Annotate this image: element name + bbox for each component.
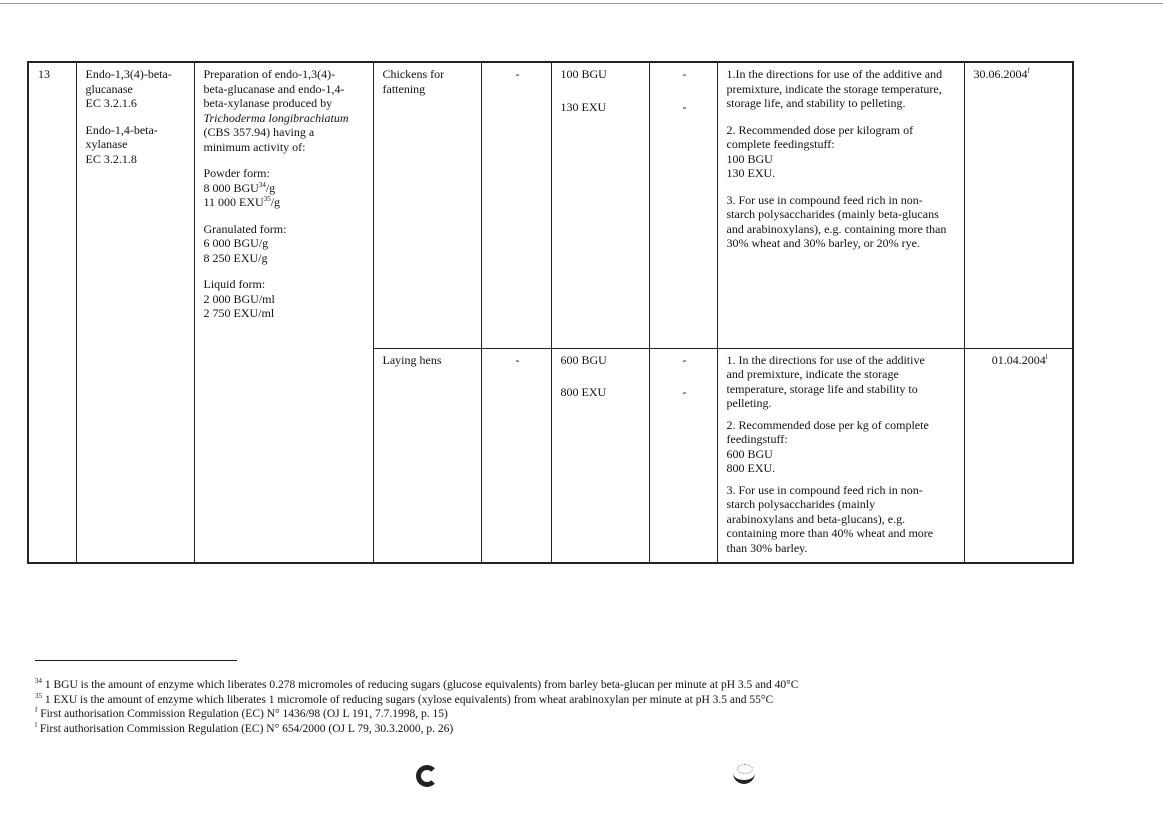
additive-name-cell <box>76 62 194 563</box>
powder-label: Powder form: <box>203 166 270 180</box>
end-date-cell: 30.06.2004$^f$ <box>964 62 1073 348</box>
species-cell: Chickens for fattening <box>373 62 481 348</box>
footnote-f: $^f$ First authorisation Commission Regulation (EC) N° 1436/98 (OJ L 191, 7.7.1998, p. 15) <box>35 706 448 720</box>
footnote-ref-l: l <box>1045 352 1048 361</box>
spacer <box>204 265 367 277</box>
organism-name: Trichoderma longibrachiatum <box>203 110 349 125</box>
page-top-rule <box>0 3 1163 4</box>
powder-exu: 11 000 EXU$^{35}$/g <box>203 195 281 209</box>
min-content-cell: 100 BGU 130 EXU <box>551 62 649 348</box>
footnotes <box>35 678 1135 736</box>
scan-mark-icon <box>731 764 757 786</box>
additive-line: xylanase <box>85 137 128 151</box>
max-age-cell: - <box>481 348 551 563</box>
entry-number: 13 <box>28 62 76 563</box>
spacer <box>204 210 367 222</box>
scan-mark-icon <box>416 765 438 787</box>
composition-line: (CBS 357.94) having a <box>203 125 315 139</box>
footnote-separator <box>35 660 237 661</box>
spacer <box>204 154 367 166</box>
footnote-34: $^{34}$ 1 BGU is the amount of enzyme which liberates 0.278 micromoles of reducing sugars (glucose equivalents) from barley beta-glucan per minute at pH 3.5 and 40°C <box>35 677 799 691</box>
min-content-cell: 600 BGU 800 EXU <box>551 348 649 563</box>
footnote-ref-35: 35 <box>263 195 271 203</box>
footnote-ref-34: 34 <box>258 180 266 189</box>
max-content-cell: - - <box>649 348 717 563</box>
additive-line: Endo-1,4-beta- <box>85 122 158 137</box>
additive-line: glucanase <box>85 81 133 96</box>
species-cell: Laying hens <box>373 348 481 563</box>
additive-line: Endo-1,3(4)-beta- <box>85 67 172 81</box>
additive-table <box>27 61 1074 564</box>
composition-line: Preparation of endo-1,3(4)- <box>203 67 336 81</box>
end-date-cell: 01.04.2004$^l$ <box>964 348 1073 563</box>
provisions-cell: 1.In the directions for use of the additive and premixture, indicate the storage temperature, storage life, and stability to pelleting. 2. Recommended dose per kilogram of complete feedingstuff: 100 BGU 130 EXU. 3. For use in compound feed rich in non- starch polysaccharides (mainly beta-glucans and arabinoxylans), e.g. containing more than 30% wheat and 30% barley, or 20% rye. <box>717 62 964 348</box>
composition-line: beta-glucanase and endo-1,4- <box>203 81 345 96</box>
liquid-bgu: 2 000 BGU/ml <box>203 291 275 306</box>
max-content-cell: - - <box>649 62 717 348</box>
liquid-label: Liquid form: <box>203 277 266 291</box>
provisions-cell: 1. In the directions for use of the additive and premixture, indicate the storage temperature, storage life and stability to pelleting. 2. Recommended dose per kg of complete feedingstuff: 600 BGU 800 EXU. 3. For use in compound feed rich in non- starch polysaccharides (mainly arabinoxylans and beta-glucans), e.g. containing more than 40% wheat and more than 30% barley. <box>717 348 964 563</box>
composition-cell <box>194 62 373 563</box>
footnote-ref-f: f <box>1027 67 1030 75</box>
granulated-label: Granulated form: <box>203 221 287 236</box>
composition-line: beta-xylanase produced by <box>203 96 333 110</box>
additive-line: EC 3.2.1.6 <box>85 96 137 110</box>
granulated-bgu: 6 000 BGU/g <box>203 236 269 250</box>
granulated-exu: 8 250 EXU/g <box>203 250 268 265</box>
table-row-chickens <box>28 62 1073 348</box>
max-age-cell: - <box>481 62 551 348</box>
additive-line: EC 3.2.1.8 <box>85 151 137 166</box>
footnote-35: $^{35}$ 1 EXU is the amount of enzyme which liberates 1 micromole of reducing sugars (xylose equivalents) from wheat arabinoxylan per minute at pH 3.5 and 55°C <box>35 691 774 706</box>
liquid-exu: 2 750 EXU/ml <box>203 306 275 320</box>
spacer <box>86 111 188 123</box>
footnote-l: $^l$ First authorisation Commission Regulation (EC) N° 654/2000 (OJ L 79, 30.3.2000, p. 26) <box>35 720 454 735</box>
composition-line: minimum activity of: <box>203 139 306 154</box>
powder-bgu: 8 000 BGU$^{34}$/g <box>203 180 276 195</box>
